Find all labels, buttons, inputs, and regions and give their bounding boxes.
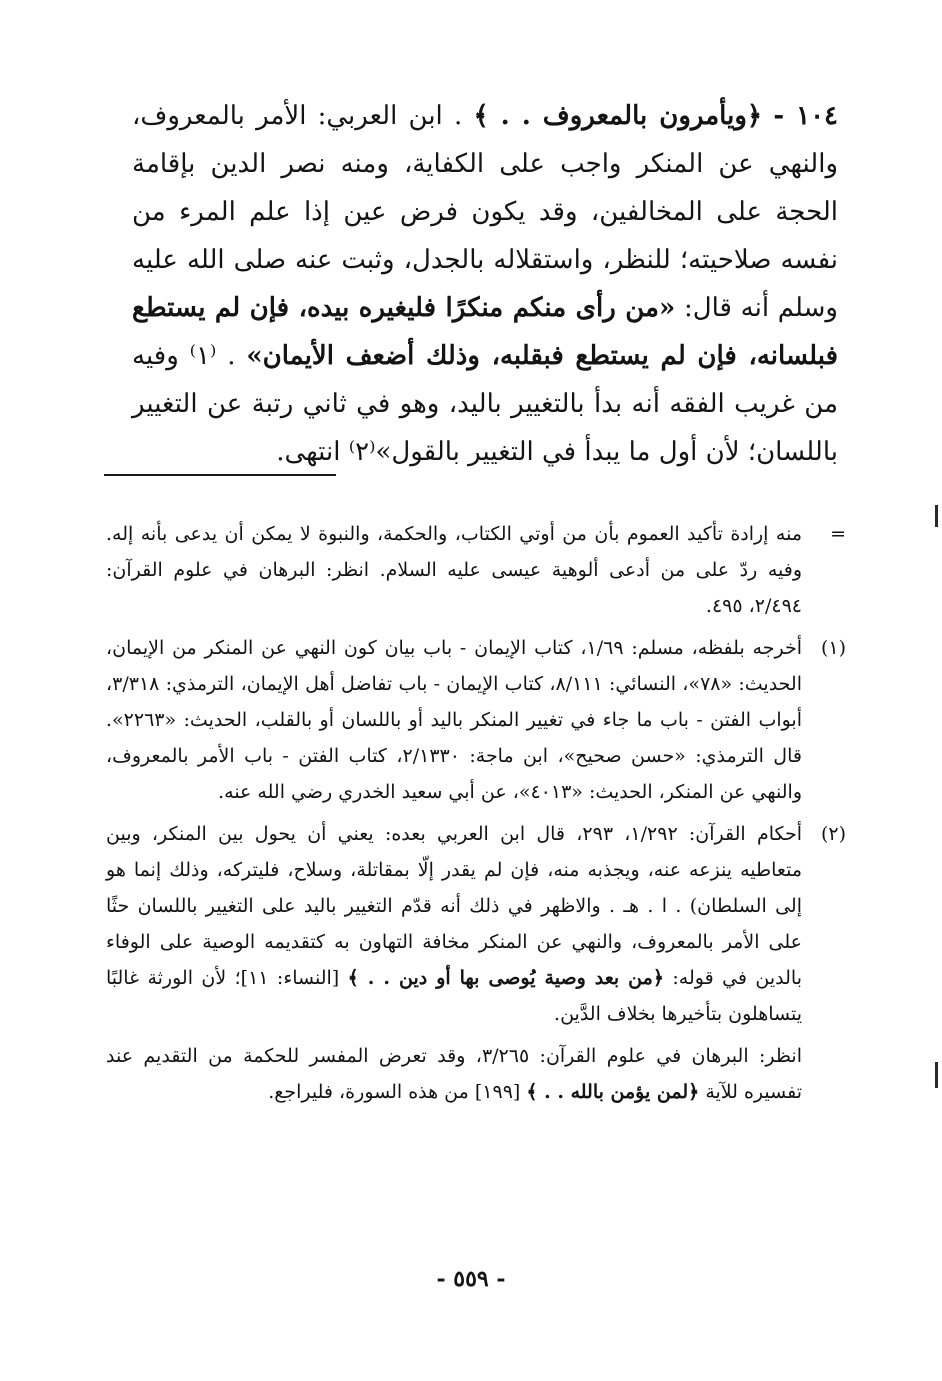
- footnotes-block: [106, 516, 846, 1116]
- page-number: - ٥٥٩ -: [436, 1266, 506, 1292]
- footnote-1-marker: (١): [820, 637, 846, 659]
- scan-edge-mark: [935, 1062, 938, 1088]
- footnote-2-text-1b: [النساء: ١١]؛ لأن الورثة غالبًا يتساهلون بتأخيرها بخلاف الدَّين.: [106, 967, 802, 1025]
- main-text-block: [132, 92, 838, 476]
- scan-edge-mark: [935, 505, 938, 527]
- footnote-2-quran-quote-2: ﴿لمن يؤمن بالله . . ﴾: [526, 1081, 700, 1103]
- verse-number: ١٠٤ -: [773, 101, 839, 131]
- footnote-2-text-2a: انظر: البرهان في علوم القرآن: ٣/٢٦٥، وقد تعرض المفسر للحكمة من التقديم عند تفسيره للآية: [106, 1045, 803, 1103]
- main-body-part-2: . ⁽١⁾ وفيه من غريب الفقه أنه بدأ بالتغيير باليد، وهو في ثاني رتبة عن التغيير باللسان؛ لأن أول ما يبدأ في التغيير بالقول»⁽٢⁾ انتهى.: [132, 341, 838, 467]
- footnote-separator: [104, 474, 336, 476]
- footnote-2-marker: (٢): [820, 823, 846, 845]
- footnote-continuation: [106, 516, 846, 624]
- footnote-2-paragraph-2: [106, 1038, 802, 1110]
- footnote-continuation-text: منه إرادة تأكيد العموم بأن من أوتي الكتاب، والحكمة، والنبوة لا يمكن أن يدعى بأنه إله. وفيه ردّ على من أدعى ألوهية عيسى عليه السلام. انظر: البرهان في علوم القرآن: ٢/٤٩٤، ٤٩٥.: [106, 523, 802, 617]
- footnote-2-quran-quote-1: ﴿من بعد وصية يُوصى بها أو دين . . ﴾: [347, 967, 664, 989]
- footnote-2-text-1a: أحكام القرآن: ١/٢٩٢، ٢٩٣، قال ابن العربي بعده: يعني أن يحول بين المنكر، وبين متعاطيه ينزعه عنه، ويجذبه منه، فإن لم يقدر إلّا بمقاتلة، وسلاح، فليتركه، وذلك إنما هو إلى السلطان) . ا . هـ . والاظهر في ذلك أنه قدّم التغيير باليد على التغيير باللسان حثًا على الأمر بالمعروف، والنهي عن المنكر مخافة التهاون به كتقديمه الوصية على الوفاء بالدين في قوله:: [106, 823, 803, 989]
- footnote-2: [106, 816, 846, 1110]
- hadith-quote: «من رأى منكم منكرًا فليغيره بيده، فإن لم يستطع فبلسانه، فإن لم يستطع فبقلبه، وذلك أضعف الأيمان»: [132, 293, 839, 371]
- footnote-1: [106, 630, 846, 810]
- footnote-1-text: أخرجه بلفظه، مسلم: ١/٦٩، كتاب الإيمان - باب بيان كون النهي عن المنكر من الإيمان، الحديث: «٧٨»، النسائي: ٨/١١١، كتاب الإيمان - باب تفاضل أهل الإيمان، الترمذي: ٣/٣١٨، أبواب الفتن - باب ما جاء في تغيير المنكر باليد أو باللسان أو بالقلب، الحديث: «٢٢٦٣». قال الترمذي: «حسن صحيح»، ابن ماجة: ٢/١٣٣٠، كتاب الفتن - باب الأمر بالمعروف، والنهي عن المنكر، الحديث: «٤٠١٣»، عن أبي سعيد الخدري رضي الله عنه.: [106, 637, 803, 803]
- footnote-2-text-2b: [١٩٩] من هذه السورة، فليراجع.: [268, 1081, 521, 1103]
- footnote-continuation-marker: =: [830, 523, 846, 545]
- verse-quote: ﴿ويأمرون بالمعروف . . ﴾: [473, 101, 763, 131]
- main-body-part-1: . ابن العربي: الأمر بالمعروف، والنهي عن المنكر واجب على الكفاية، ومنه نصر الدين بإقامة الحجة على المخالفين، وقد يكون فرض عين إذا علم المرء من نفسه صلاحيته؛ للنظر، واستقلاله بالجدل، وثبت عنه صلى الله عليه وسلم أنه قال:: [132, 101, 838, 323]
